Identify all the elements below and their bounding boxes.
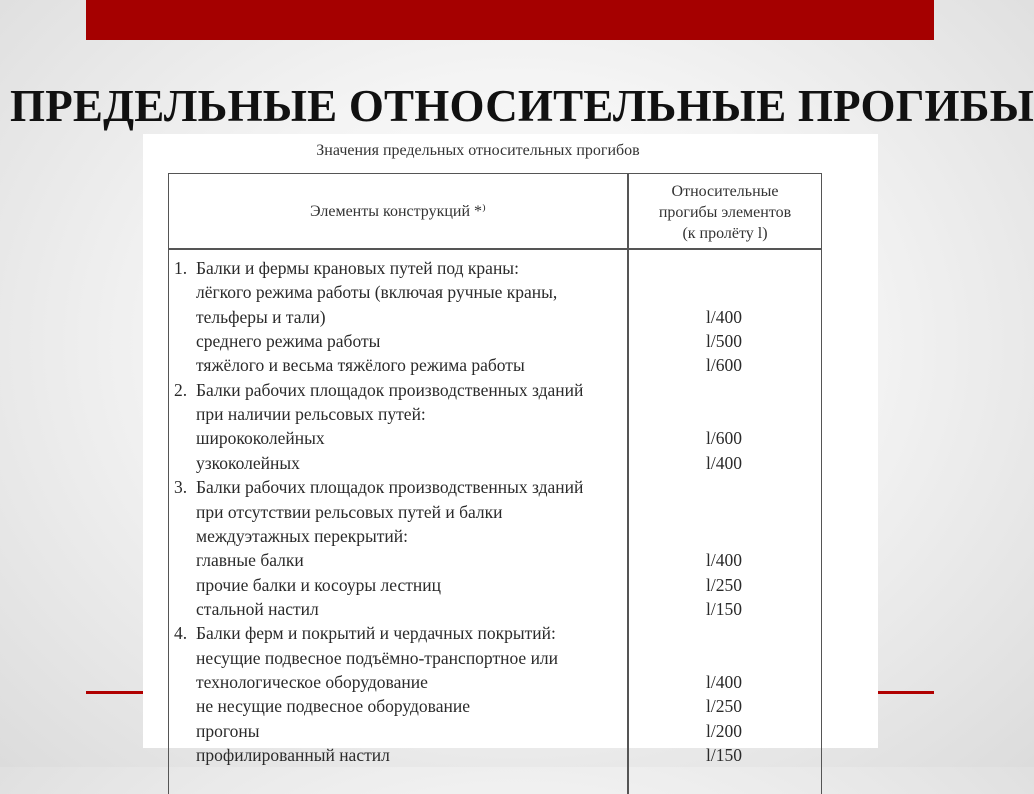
row-text: тельферы и тали) [196, 306, 326, 327]
row-text: несущие подвесное подъёмно-транспортное или [196, 647, 559, 668]
row-text: Балки ферм и покрытий и чердачных покрытий: [196, 623, 556, 644]
table-row [169, 378, 821, 402]
row-value: l/150 [706, 745, 742, 765]
table-row [169, 256, 821, 280]
row-value: l/400 [706, 306, 742, 327]
table-row [169, 353, 821, 377]
top-accent-bar [86, 0, 934, 40]
header-deflections-line-2: прогибы элементов [658, 203, 792, 221]
table-row [169, 597, 821, 621]
left-accent-line [86, 691, 146, 694]
table-row [169, 524, 821, 548]
row-value: l/150 [706, 598, 742, 619]
document-image [143, 134, 878, 765]
row-value: l/600 [706, 428, 742, 449]
right-accent-line [875, 691, 934, 694]
row-text: Балки рабочих площадок производственных зданий [196, 477, 584, 498]
table-row [169, 694, 821, 718]
row-text: междуэтажных перекрытий: [196, 525, 408, 546]
table-row [169, 305, 821, 329]
table-row [169, 719, 821, 743]
header-deflections-line-3: (к пролёту l) [682, 224, 768, 242]
table-row [169, 402, 821, 426]
row-text: прочие балки и косоуры лестниц [196, 574, 441, 595]
row-value: l/500 [706, 331, 742, 352]
row-text: узкоколейных [196, 452, 300, 473]
row-text: Балки и фермы крановых путей под краны: [196, 258, 519, 278]
row-number: 2. [174, 379, 188, 400]
row-value: l/200 [706, 720, 742, 741]
row-value: l/400 [706, 452, 742, 473]
row-text: Балки рабочих площадок производственных зданий [196, 379, 584, 400]
table-row [169, 329, 821, 353]
table-row [169, 743, 821, 767]
deflection-table [168, 173, 822, 794]
table-row [169, 451, 821, 475]
row-text: технологическое оборудование [196, 671, 428, 692]
row-value: l/400 [706, 550, 742, 571]
table-caption: Значения предельных относительных прогибов [316, 142, 640, 159]
table-row [169, 670, 821, 694]
row-text: лёгкого режима работы (включая ручные краны, [196, 282, 558, 303]
row-text: тяжёлого и весьма тяжёлого режима работы [196, 355, 525, 376]
row-number: 1. [174, 258, 188, 278]
row-text: ширококолейных [196, 428, 325, 449]
row-text: при отсутствии рельсовых путей и балки [196, 501, 503, 522]
row-text: при наличии рельсовых путей: [196, 404, 426, 425]
row-number: 4. [174, 623, 188, 644]
row-value: l/250 [706, 574, 742, 595]
table-row [169, 646, 821, 670]
row-text: стальной настил [196, 598, 319, 619]
row-text: профилированный настил [196, 745, 390, 765]
table-row [169, 621, 821, 645]
table-row [169, 280, 821, 304]
row-text: среднего режима работы [196, 331, 381, 352]
table-row [169, 548, 821, 572]
row-number: 3. [174, 477, 188, 498]
table-row [169, 573, 821, 597]
row-value: l/400 [706, 671, 742, 692]
slide-title: ПРЕДЕЛЬНЫЕ ОТНОСИТЕЛЬНЫЕ ПРОГИБЫ [10, 81, 1034, 131]
header-elements: Элементы конструкций *⁾ [310, 203, 486, 220]
header-deflections [629, 176, 821, 248]
row-value: l/600 [706, 355, 742, 376]
row-text: не несущие подвесное оборудование [196, 696, 470, 717]
table-row [169, 426, 821, 450]
header-divider [169, 248, 821, 250]
row-text: главные балки [196, 550, 304, 571]
header-deflections-line-1: Относительные [671, 182, 779, 200]
row-text: прогоны [196, 720, 260, 741]
row-value: l/250 [706, 696, 742, 717]
table-row [169, 500, 821, 524]
table-row [169, 475, 821, 499]
